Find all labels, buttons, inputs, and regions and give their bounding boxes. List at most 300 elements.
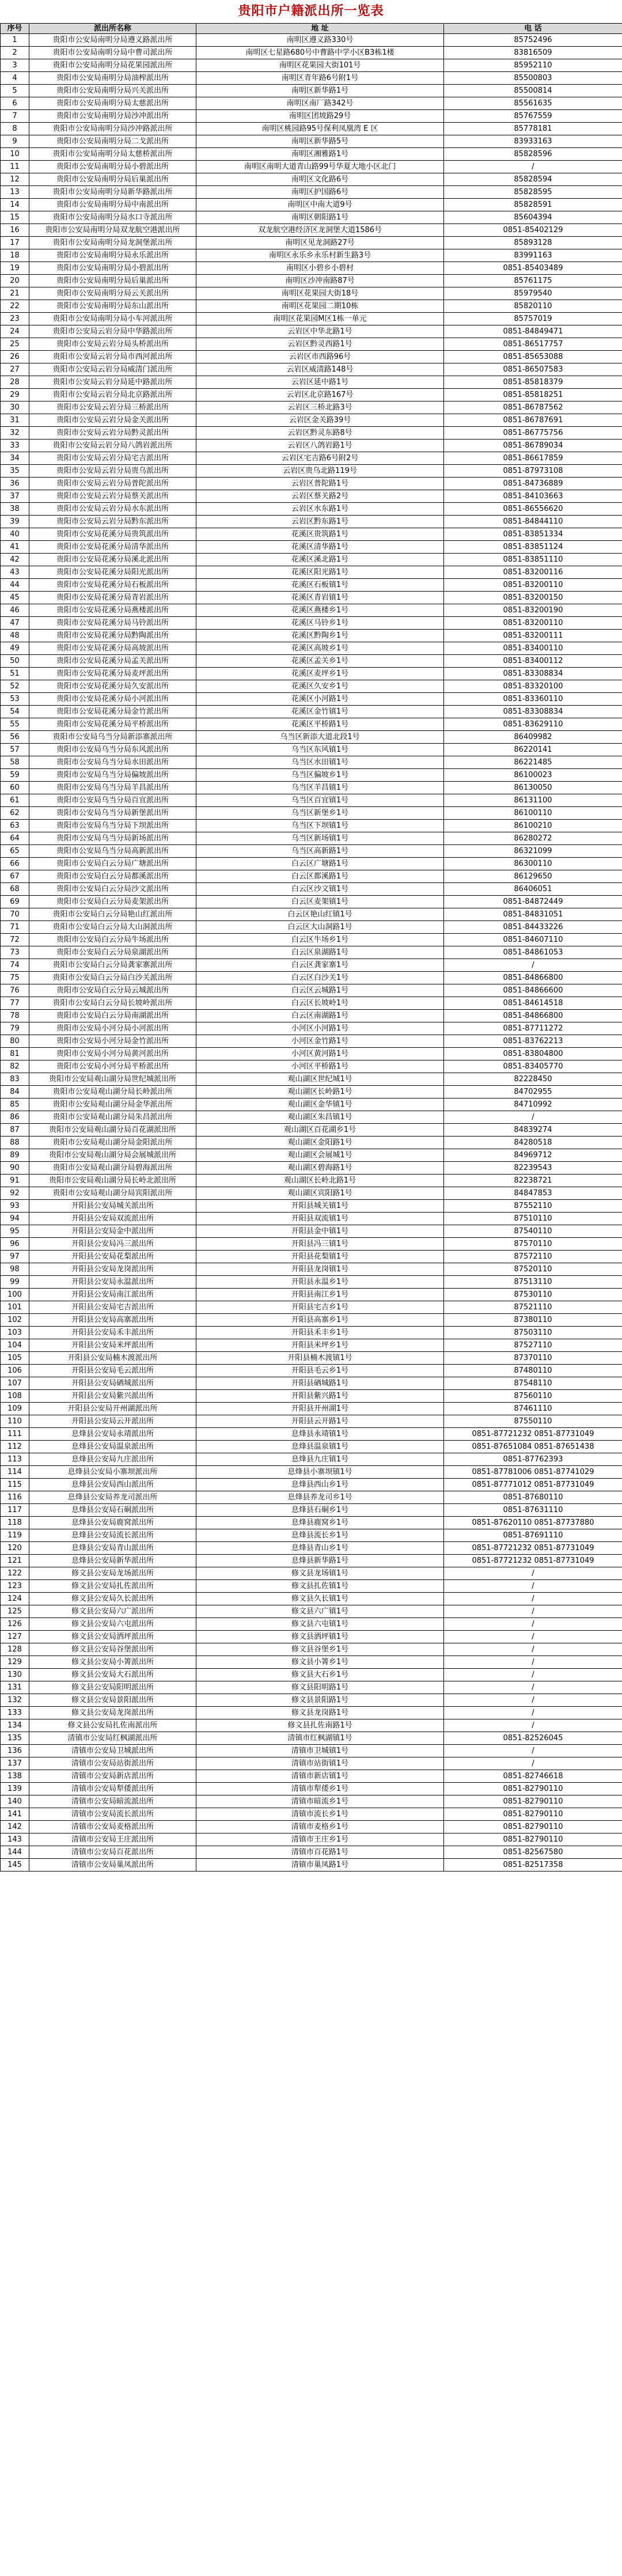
row-phone: 85561635 [444,97,622,110]
row-phone: 86321099 [444,845,622,858]
row-phone: 84847853 [444,1187,622,1200]
row-seq: 35 [1,465,29,478]
row-station-name: 贵阳市公安局花溪分局贵筑派出所 [29,528,196,541]
table-row [1,908,622,921]
row-seq: 39 [1,516,29,528]
row-phone: 82239543 [444,1162,622,1175]
row-phone: 86131100 [444,794,622,807]
row-address: 小河区黄河路1号 [196,1048,444,1060]
table-row [1,1466,622,1479]
row-phone: 0851-86556620 [444,503,622,516]
table-row [1,896,622,908]
row-seq: 75 [1,972,29,984]
row-address: 观山湖区长岭北路1号 [196,1175,444,1187]
row-address: 乌当区偏坡乡1号 [196,769,444,782]
row-seq: 54 [1,706,29,718]
table-row [1,300,622,313]
row-seq: 43 [1,566,29,579]
table-row [1,870,622,883]
row-station-name: 贵阳市公安局云岩分局威清门派出所 [29,363,196,376]
table-row [1,1162,622,1175]
row-seq: 55 [1,718,29,731]
table-row [1,1808,622,1821]
table-row [1,1060,622,1073]
row-phone: 0851-84844110 [444,516,622,528]
row-station-name: 贵阳市公安局南明分局中南派出所 [29,199,196,211]
row-phone: / [444,1593,622,1605]
row-phone: 85757019 [444,313,622,325]
table-row [1,224,622,237]
row-station-name: 开阳县公安局宅吉派出所 [29,1301,196,1314]
row-phone: / [444,1719,622,1732]
row-seq: 25 [1,338,29,351]
row-station-name: 贵阳市公安局观山湖分局金华派出所 [29,1098,196,1111]
table-row [1,1605,622,1618]
row-phone: 0851-87651084 0851-87651438 [444,1441,622,1453]
table-row [1,1390,622,1403]
table-row [1,1719,622,1732]
row-station-name: 开阳县公安局城关派出所 [29,1200,196,1213]
row-phone: 87572110 [444,1251,622,1263]
table-row [1,1238,622,1251]
table-row [1,1415,622,1428]
row-phone: 0851-85402129 [444,224,622,237]
row-station-name: 息烽县公安局九庄派出所 [29,1453,196,1466]
row-address: 白云区南湖路1号 [196,1010,444,1022]
row-phone: 0851-84607110 [444,934,622,946]
row-phone: 87520110 [444,1263,622,1276]
row-address: 乌当区下坝镇1号 [196,820,444,832]
row-phone: 0851-84866800 [444,1010,622,1022]
row-address: 南明区桃园路95号保利凤凰湾 E 区 [196,123,444,135]
row-seq: 37 [1,490,29,503]
table-row [1,123,622,135]
row-phone: 0851-87711272 [444,1022,622,1035]
row-station-name: 清镇市公安局犁倭派出所 [29,1783,196,1795]
row-phone: 86100023 [444,769,622,782]
row-address: 观山湖区长岭路1号 [196,1086,444,1098]
row-station-name: 开阳县公安局紫兴派出所 [29,1390,196,1403]
row-phone: 87548110 [444,1377,622,1390]
row-station-name: 修文县公安局小箐派出所 [29,1656,196,1669]
row-seq: 32 [1,427,29,440]
table-row [1,680,622,693]
row-address: 白云区龚家寨1号 [196,959,444,972]
row-station-name: 开阳县公安局永温派出所 [29,1276,196,1289]
table-row [1,1010,622,1022]
row-seq: 82 [1,1060,29,1073]
row-station-name: 贵阳市公安局花溪分局平桥派出所 [29,718,196,731]
row-address: 清镇市红枫湖镇1号 [196,1732,444,1745]
table-row [1,490,622,503]
row-address: 南明区花果园二期10栋 [196,300,444,313]
row-seq: 71 [1,921,29,934]
table-row [1,1327,622,1339]
row-seq: 128 [1,1643,29,1656]
row-phone: 87513110 [444,1276,622,1289]
row-phone: / [444,1618,622,1631]
row-phone: 86409982 [444,731,622,744]
row-address: 修文县扎佐南路1号 [196,1719,444,1732]
row-seq: 101 [1,1301,29,1314]
row-address: 小河区平桥路1号 [196,1060,444,1073]
row-address: 云岩区黔灵西路1号 [196,338,444,351]
row-phone: 0851-86775756 [444,427,622,440]
row-phone: 0851-86507583 [444,363,622,376]
row-station-name: 修文县公安局阳明派出所 [29,1681,196,1694]
row-address: 息烽县石硐乡1号 [196,1504,444,1517]
row-address: 小河区金竹路1号 [196,1035,444,1048]
row-address: 花溪区石板镇1号 [196,579,444,592]
row-seq: 142 [1,1821,29,1833]
row-phone: 85828596 [444,148,622,161]
table-row [1,617,622,630]
row-seq: 125 [1,1605,29,1618]
row-phone: 0851-87721232 0851-87731049 [444,1428,622,1441]
row-phone: 82238721 [444,1175,622,1187]
row-phone: 0851-83851124 [444,541,622,554]
row-seq: 119 [1,1529,29,1542]
table-row [1,1124,622,1137]
row-address: 南明区花果园大街101号 [196,59,444,72]
row-station-name: 贵阳市公安局云岩分局贵乌派出所 [29,465,196,478]
row-seq: 143 [1,1833,29,1846]
row-address: 乌当区高新路1号 [196,845,444,858]
row-address: 观山湖区会展城1号 [196,1149,444,1162]
table-row [1,731,622,744]
row-phone: 0851-82746618 [444,1770,622,1783]
row-phone: 0851-85403489 [444,262,622,275]
row-address: 开阳县毛云乡1号 [196,1365,444,1377]
row-station-name: 贵阳市公安局白云分局长坡岭派出所 [29,997,196,1010]
row-phone: 0851-83405770 [444,1060,622,1073]
table-row [1,1567,622,1580]
table-row [1,756,622,769]
row-station-name: 贵阳市公安局观山湖分局长岭北派出所 [29,1175,196,1187]
row-station-name: 贵阳市公安局花溪分局马铃派出所 [29,617,196,630]
row-address: 花溪区小河路1号 [196,693,444,706]
row-seq: 138 [1,1770,29,1783]
table-row [1,173,622,186]
row-seq: 29 [1,389,29,401]
table-row [1,465,622,478]
row-station-name: 清镇市公安局百花派出所 [29,1846,196,1859]
row-seq: 93 [1,1200,29,1213]
table-row [1,744,622,756]
table-row [1,1795,622,1808]
row-seq: 20 [1,275,29,287]
row-seq: 85 [1,1098,29,1111]
row-seq: 26 [1,351,29,363]
row-seq: 115 [1,1479,29,1491]
table-row [1,541,622,554]
row-station-name: 开阳县公安局高寨派出所 [29,1314,196,1327]
row-seq: 22 [1,300,29,313]
row-address: 花溪区麦坪乡1号 [196,668,444,680]
row-phone: 87480110 [444,1365,622,1377]
row-seq: 78 [1,1010,29,1022]
row-station-name: 修文县公安局龙岗派出所 [29,1707,196,1719]
row-seq: 12 [1,173,29,186]
row-phone: 0851-82790110 [444,1795,622,1808]
row-station-name: 贵阳市公安局观山湖分局朱昌派出所 [29,1111,196,1124]
row-station-name: 贵阳市公安局小河分局金竹派出所 [29,1035,196,1048]
table-row [1,845,622,858]
row-phone: / [444,161,622,173]
row-address: 开阳县金中镇1号 [196,1225,444,1238]
row-address: 观山湖区碧海路1号 [196,1162,444,1175]
table-row [1,1276,622,1289]
table-row [1,604,622,617]
row-seq: 73 [1,946,29,959]
row-seq: 19 [1,262,29,275]
row-address: 南明区小碧乡小碧村 [196,262,444,275]
row-station-name: 息烽县公安局新华派出所 [29,1555,196,1567]
row-phone: 0851-84849471 [444,325,622,338]
table-row [1,478,622,490]
row-seq: 100 [1,1289,29,1301]
row-seq: 3 [1,59,29,72]
table-row [1,1618,622,1631]
row-address: 花溪区贵筑路1号 [196,528,444,541]
table-row [1,401,622,414]
table-row [1,807,622,820]
header-phone: 电 话 [444,24,622,34]
row-seq: 76 [1,984,29,997]
row-station-name: 清镇市公安局站街派出所 [29,1757,196,1770]
row-seq: 47 [1,617,29,630]
table-row [1,452,622,465]
row-seq: 83 [1,1073,29,1086]
row-address: 云岩区蔡关路2号 [196,490,444,503]
row-address: 息烽县永靖镇1号 [196,1428,444,1441]
row-station-name: 贵阳市公安局南明分局云关派出所 [29,287,196,300]
table-row [1,1403,622,1415]
row-seq: 21 [1,287,29,300]
row-address: 云岩区八鸽岩路1号 [196,440,444,452]
row-seq: 1 [1,34,29,47]
row-phone: / [444,1656,622,1669]
table-row [1,769,622,782]
row-address: 开阳县城关镇1号 [196,1200,444,1213]
row-seq: 59 [1,769,29,782]
row-station-name: 修文县公安局景阳派出所 [29,1694,196,1707]
row-address: 开阳县花梨镇1号 [196,1251,444,1263]
row-address: 南明区遵义路330号 [196,34,444,47]
row-address: 南明区湘雅路1号 [196,148,444,161]
row-station-name: 息烽县公安局养龙司派出所 [29,1491,196,1504]
row-station-name: 贵阳市公安局白云分局龚家寨派出所 [29,959,196,972]
row-seq: 72 [1,934,29,946]
row-address: 云岩区威清路148号 [196,363,444,376]
row-phone: / [444,1681,622,1694]
row-seq: 124 [1,1593,29,1605]
table-row [1,313,622,325]
row-address: 清镇市王庄乡1号 [196,1833,444,1846]
row-seq: 132 [1,1694,29,1707]
row-phone: 0851-83200190 [444,604,622,617]
page-title: 贵阳市户籍派出所一览表 [238,4,384,18]
table-row [1,1441,622,1453]
row-station-name: 贵阳市公安局花溪分局青岩派出所 [29,592,196,604]
row-seq: 56 [1,731,29,744]
row-station-name: 贵阳市公安局南明分局小车河派出所 [29,313,196,325]
table-row [1,883,622,896]
row-address: 乌当区百宜镇1号 [196,794,444,807]
row-seq: 84 [1,1086,29,1098]
row-phone: 0851-84866800 [444,972,622,984]
row-address: 双龙航空港经济区龙洞堡大道1586号 [196,224,444,237]
row-station-name: 贵阳市公安局云岩分局普陀派出所 [29,478,196,490]
table-row [1,1580,622,1593]
header-seq: 序号 [1,24,29,34]
table-row [1,1694,622,1707]
row-seq: 80 [1,1035,29,1048]
row-station-name: 贵阳市公安局花溪分局久安派出所 [29,680,196,693]
row-seq: 126 [1,1618,29,1631]
row-phone: 0851-83320100 [444,680,622,693]
row-seq: 28 [1,376,29,389]
row-seq: 103 [1,1327,29,1339]
row-seq: 65 [1,845,29,858]
table-row [1,516,622,528]
row-seq: 144 [1,1846,29,1859]
row-phone: 87510110 [444,1213,622,1225]
row-phone: 85828591 [444,199,622,211]
table-row [1,1073,622,1086]
table-row [1,1453,622,1466]
row-station-name: 修文县公安局谷堡派出所 [29,1643,196,1656]
row-address: 乌当区羊昌镇1号 [196,782,444,794]
row-address: 开阳县硒城路1号 [196,1377,444,1390]
row-address: 开阳县高寨乡1号 [196,1314,444,1327]
row-address: 清镇市站街镇1号 [196,1757,444,1770]
row-station-name: 贵阳市公安局南明分局东山派出所 [29,300,196,313]
row-seq: 74 [1,959,29,972]
row-address: 息烽县流长乡1号 [196,1529,444,1542]
row-seq: 7 [1,110,29,123]
row-phone: 84280518 [444,1137,622,1149]
row-seq: 114 [1,1466,29,1479]
row-address: 花溪区马铃乡1号 [196,617,444,630]
row-station-name: 贵阳市公安局南明分局双龙航空港派出所 [29,224,196,237]
row-phone: / [444,1669,622,1681]
row-seq: 123 [1,1580,29,1593]
row-phone: 87560110 [444,1390,622,1403]
row-station-name: 贵阳市公安局南明分局中曹司派出所 [29,47,196,59]
row-station-name: 贵阳市公安局小河分局小河派出所 [29,1022,196,1035]
row-station-name: 贵阳市公安局云岩分局黔东派出所 [29,516,196,528]
row-address: 乌当区新堡乡1号 [196,807,444,820]
row-address: 花溪区燕楼乡1号 [196,604,444,617]
row-station-name: 贵阳市公安局花溪分局石板派出所 [29,579,196,592]
row-phone: / [444,1567,622,1580]
table-row [1,376,622,389]
row-address: 息烽县九庄镇1号 [196,1453,444,1466]
table-row [1,1821,622,1833]
row-seq: 64 [1,832,29,845]
row-address: 清镇市卫城镇1号 [196,1745,444,1757]
row-station-name: 开阳县公安局花梨派出所 [29,1251,196,1263]
row-seq: 46 [1,604,29,617]
row-address: 花溪区阳光路1号 [196,566,444,579]
row-address: 南明区护国路6号 [196,186,444,199]
row-phone: 0851-87973108 [444,465,622,478]
row-phone: 0851-83308834 [444,706,622,718]
row-address: 开阳县永温乡1号 [196,1276,444,1289]
table-row [1,1022,622,1035]
table-row [1,1770,622,1783]
row-station-name: 贵阳市公安局白云分局南湖派出所 [29,1010,196,1022]
row-station-name: 贵阳市公安局白云分局大山洞派出所 [29,921,196,934]
row-station-name: 息烽县公安局西山派出所 [29,1479,196,1491]
row-station-name: 息烽县公安局流长派出所 [29,1529,196,1542]
row-seq: 48 [1,630,29,642]
row-address: 云岩区普陀路1号 [196,478,444,490]
table-row [1,655,622,668]
table-row [1,1314,622,1327]
row-phone: 0851-82790110 [444,1833,622,1846]
table-row [1,1352,622,1365]
row-station-name: 贵阳市公安局观山湖分局碧海派出所 [29,1162,196,1175]
row-phone: 85500814 [444,85,622,97]
row-phone: 85828595 [444,186,622,199]
row-seq: 140 [1,1795,29,1808]
row-address: 开阳县禾丰乡1号 [196,1327,444,1339]
row-address: 花溪区高坡乡1号 [196,642,444,655]
row-seq: 116 [1,1491,29,1504]
row-station-name: 贵阳市公安局南明分局太慈桥派出所 [29,148,196,161]
row-seq: 97 [1,1251,29,1263]
header-name: 派出所名称 [29,24,196,34]
row-seq: 66 [1,858,29,870]
row-address: 白云区大山洞路1号 [196,921,444,934]
row-station-name: 贵阳市公安局乌当分局水田派出所 [29,756,196,769]
row-seq: 102 [1,1314,29,1327]
table-row [1,1859,622,1872]
row-phone: 84969712 [444,1149,622,1162]
row-address: 息烽县温泉镇1号 [196,1441,444,1453]
row-phone: 83933163 [444,135,622,148]
row-phone: / [444,1631,622,1643]
row-seq: 52 [1,680,29,693]
row-station-name: 贵阳市公安局云岩分局北京路派出所 [29,389,196,401]
row-seq: 105 [1,1352,29,1365]
table-row [1,693,622,706]
row-seq: 81 [1,1048,29,1060]
row-seq: 69 [1,896,29,908]
table-row [1,1289,622,1301]
row-address: 修文县龙场镇1号 [196,1567,444,1580]
row-address: 云岩区市西路96号 [196,351,444,363]
table-row [1,1631,622,1643]
row-station-name: 贵阳市公安局花溪分局清华派出所 [29,541,196,554]
row-station-name: 贵阳市公安局南明分局永乐派出所 [29,249,196,262]
row-phone: / [444,1694,622,1707]
row-seq: 2 [1,47,29,59]
row-address: 开阳县米坪乡1号 [196,1339,444,1352]
row-station-name: 贵阳市公安局南明分局花果园派出所 [29,59,196,72]
row-station-name: 贵阳市公安局白云分局都溪派出所 [29,870,196,883]
row-station-name: 开阳县公安局禾丰派出所 [29,1327,196,1339]
row-phone: 87527110 [444,1339,622,1352]
row-station-name: 清镇市公安局巢凤派出所 [29,1859,196,1872]
row-station-name: 清镇市公安局流长派出所 [29,1808,196,1821]
row-address: 观山湖区宾阳路1号 [196,1187,444,1200]
table-row [1,642,622,655]
row-station-name: 贵阳市公安局乌当分局羊昌派出所 [29,782,196,794]
row-seq: 104 [1,1339,29,1352]
